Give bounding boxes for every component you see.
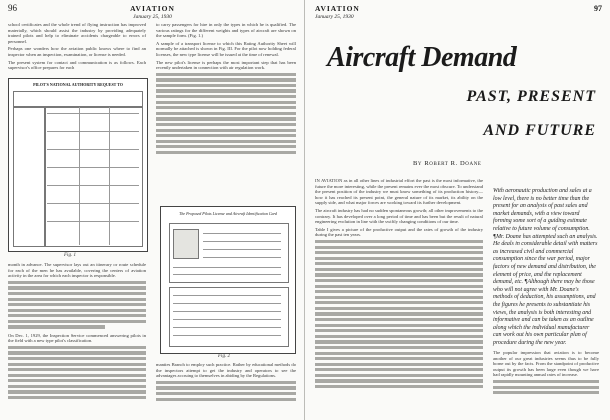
figure-1-title: PILOT'S NATIONAL AUTHORITY REQUEST TO [33, 82, 123, 87]
right-publication: AVIATION [315, 4, 360, 13]
right-body-text1: IN AVIATION as in all other lines of industrial effort the past is the most informative, the future the more interesting, while the present remains ever the most obscure. To understand the present position of the industry we must know something of its production history—how it has reached its present point, the general nature of its market, its ability on the supply side, and what major forces are working toward its further development. [315, 178, 483, 206]
left-col1-para3: The present system for contact and communication is as follows. Each supervisor's office prepares for each [8, 59, 146, 71]
left-page-number: 96 [8, 3, 17, 13]
left-col2-bottom [156, 362, 296, 403]
left-col2-top [156, 22, 296, 156]
left-publication: AVIATION [130, 4, 175, 13]
photo-box [173, 229, 199, 259]
right-body-col1 [315, 178, 483, 391]
left-col2-mid-text: A sample of a transport license to which this Rating Authority Sheet will normally be attached is shown in Fig. III. For the pilot now holding federal licenses, the new type license will be issued at the time of renewal. [156, 40, 296, 57]
figure-2-license [160, 206, 296, 354]
article-title-line1: Aircraft Demand [327, 42, 517, 73]
figure-1-caption: Fig. 1 [64, 253, 76, 258]
left-header [0, 4, 305, 22]
left-col1-bottom-text: On Dec. 1, 1929, the Inspection Service commenced answering pilots in the field with a new type pilot's classification. [8, 332, 146, 344]
left-col1-lower [8, 262, 146, 402]
left-col1-para2: Perhaps one wonders how the aviation public knows where to find an inspector when an inspection, examination, or license is needed. [8, 46, 146, 57]
figure-2-title: The Proposed Pilots License and Aircraft Identification Card [179, 211, 277, 216]
figure-2-caption: Fig. 2 [218, 354, 230, 359]
left-col2-lower-text: The new pilot's license is perhaps the most important step that has been recently undertaken in connection with air regulation work. [156, 59, 296, 71]
right-body-col3 [493, 350, 599, 397]
figure-1-form [8, 78, 148, 252]
right-header [315, 4, 360, 22]
left-col1-lower-text: month in advance. The supervisor lays out an itinerary or route schedule for each of the men he has available, covering the centers of aviation activity in the area for which each inspector is responsible. [8, 262, 146, 279]
right-page [305, 0, 610, 420]
left-date: January 25, 1930 [133, 14, 172, 20]
left-col2-bottom-text: manties Branch to employ such practice. Rather by educational methods do the inspectors attempt to get the industry and operators to see the advantages accruing to themselves in abiding by the Regulations. [156, 362, 296, 379]
article-byline: By Robert R. Doane [413, 160, 482, 167]
right-body-text3: Table I gives a picture of the productive output and the rates of growth of the industry during the past ten years. [315, 226, 483, 238]
right-date: January 25, 1930 [315, 14, 354, 20]
left-col2-top-text: to carry passengers for hire in only the types in which he is qualified. The various ratings for the different weights and types of aircraft are shown on the sample form. (Fig. 1.) [156, 22, 296, 39]
left-col1-intro: school certificates and the whole trend of flying instruction has improved materially, which should assist the industry by providing adequately trained pilots and help to eliminate accidents chargeable to errors of personnel. [8, 22, 146, 44]
left-col1-top [8, 22, 146, 73]
right-page-number: 97 [594, 4, 602, 13]
article-title-line3: AND FUTURE [483, 122, 596, 139]
right-body-text2: The aircraft industry has had no sudden spontaneous growth; all other improvements to the contrary. It has developed over a long period of time and has been but the result of natural engineering evolution in line with the swiftly changing conditions of our time. [315, 207, 483, 225]
article-title-line2: PAST, PRESENT [466, 88, 596, 105]
article-pullquote: With aeronautic production and sales at a low level, there is no better time than the present for an analysis of past sales and market demands, with a view toward forming some sort of a guiding estimate relative to future volume of consumption. ¶Mr. Doane has attempted such an analysis. He deals in considerable detail with matters as increased civil and commercial consumption since the war period, major factors of new demand and distribution, the element of price, and the replacement demand, etc. ¶Although there may be those who will not agree with Mr. Doane's methods of deduction, his assumptions, and the figures he presents to substantiate his views, the analysis is both interesting and informative and can be taken as an outline along which the individual manufacturer can work out his own particular plan of procedure during the new year. [493, 188, 598, 346]
right-body-col3-text: The popular impression that aviation is to become another of our great industries seems thus to be fully borne out by the facts. From the standpoint of productive output its growth has been large even though we have had rapidly mounting annual rates of increase. [493, 350, 599, 378]
